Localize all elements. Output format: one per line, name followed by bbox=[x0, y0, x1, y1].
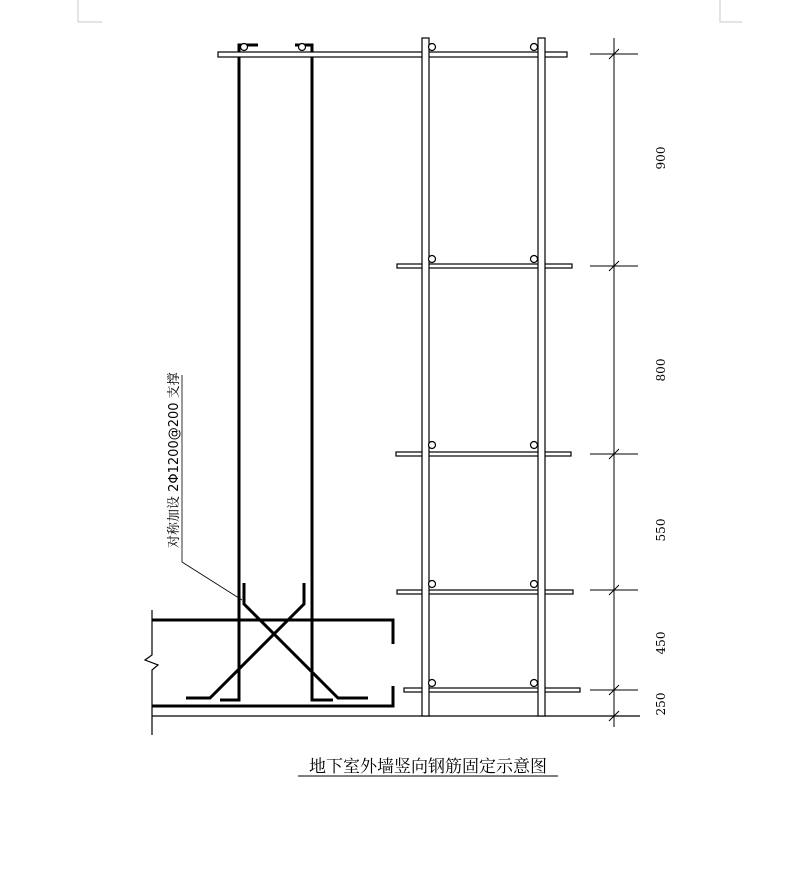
rebar-circle bbox=[429, 256, 436, 263]
dimension-label: 250 bbox=[654, 692, 668, 716]
dimension-label: 900 bbox=[654, 146, 668, 170]
bottom-slab-rebar bbox=[152, 686, 393, 706]
rebar-circle bbox=[531, 256, 538, 263]
rebar-circle bbox=[531, 581, 538, 588]
rebar-circle bbox=[429, 44, 436, 51]
dimension-label: 550 bbox=[654, 518, 668, 542]
support-bar-left bbox=[244, 583, 368, 698]
rebar-circle bbox=[531, 442, 538, 449]
top-horizontal-bar bbox=[218, 52, 567, 57]
rebar-circle bbox=[429, 581, 436, 588]
dimension-label: 450 bbox=[654, 631, 668, 655]
dimension-chain bbox=[590, 38, 638, 727]
ladder-rail-left bbox=[422, 38, 429, 716]
cross-support-bars bbox=[186, 583, 368, 698]
wall-vertical-rebars bbox=[220, 45, 333, 700]
annotation-leader bbox=[182, 375, 242, 600]
corner-mark-right bbox=[720, 0, 742, 22]
inner-wall-rebar bbox=[295, 45, 333, 700]
page-corner-marks bbox=[78, 0, 742, 22]
horizontal-bar-5 bbox=[404, 688, 580, 692]
rebar-circle bbox=[429, 442, 436, 449]
dimension-labels bbox=[654, 147, 668, 716]
rebar-circle bbox=[299, 44, 306, 51]
dimension-label: 800 bbox=[654, 358, 668, 382]
rebar-circle bbox=[531, 680, 538, 687]
drawing-title: 地下室外墙竖向钢筋固定示意图 bbox=[309, 757, 547, 777]
rebar-circle bbox=[429, 680, 436, 687]
leader-line bbox=[182, 375, 242, 600]
support-annotation: 对称加设 2Φ1200@200 支撑 bbox=[167, 372, 182, 548]
rebar-circle bbox=[531, 44, 538, 51]
outer-wall-rebar bbox=[220, 45, 258, 700]
rebar-circle bbox=[241, 44, 248, 51]
ladder-vertical-rails bbox=[422, 38, 545, 716]
ladder-rail-right bbox=[538, 38, 545, 716]
corner-mark-left bbox=[78, 0, 102, 22]
